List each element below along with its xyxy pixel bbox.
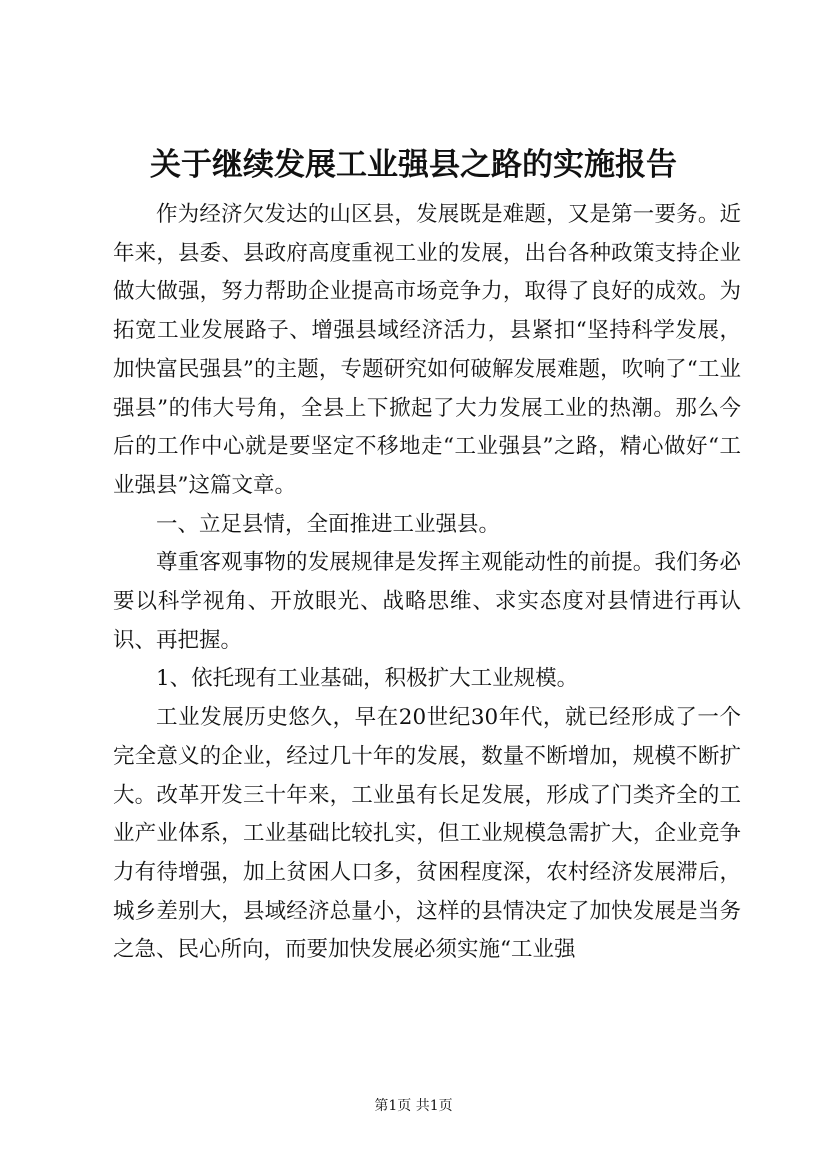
- document-title: 关于继续发展工业强县之路的实施报告: [150, 147, 677, 183]
- body-paragraph: 工业发展历史悠久，早在20世纪30年代，就已经形成了一个完全意义的企业，经过几十年的发展，数量不断增加，规模不断扩大。改革开发三十年来，工业虽有长足发展，形成了门类齐全的工业产业体系，工业基础比较扎实，但工业规模急需扩大，企业竞争力有待增强，加上贫困人口多，贫困程度深，农村经济发展滞后，城乡差别大，县域经济总量小，这样的县情决定了加快发展是当务之急、民心所向，而要加快发展必须实施“工业强: [113, 705, 741, 963]
- subsection-heading: 1、依托现有工业基础，积极扩大工业规模。: [156, 666, 579, 692]
- page-footer: 第1页 共1页: [374, 1098, 453, 1114]
- body-paragraph: 尊重客观事物的发展规律是发挥主观能动性的前提。我们务必要以科学视角、开放眼光、战略思维、求实态度对县情进行再认识、再把握。: [113, 550, 741, 653]
- section-heading: 一、立足县情，全面推进工业强县。: [156, 511, 501, 537]
- body-paragraph: 作为经济欠发达的山区县，发展既是难题，又是第一要务。近年来，县委、县政府高度重视工业的发展，出台各种政策支持企业做大做强，努力帮助企业提高市场竞争力，取得了良好的成效。为拓宽工业发展路子、增强县域经济活力，县紧扣“坚持科学发展，加快富民强县”的主题，专题研究如何破解发展难题，吹响了“工业强县”的伟大号角，全县上下掀起了大力发展工业的热潮。那么今后的工作中心就是要坚定不移地走“工业强县”之路，精心做好“工业强县”这篇文章。: [113, 202, 741, 498]
- document-body: [113, 196, 741, 970]
